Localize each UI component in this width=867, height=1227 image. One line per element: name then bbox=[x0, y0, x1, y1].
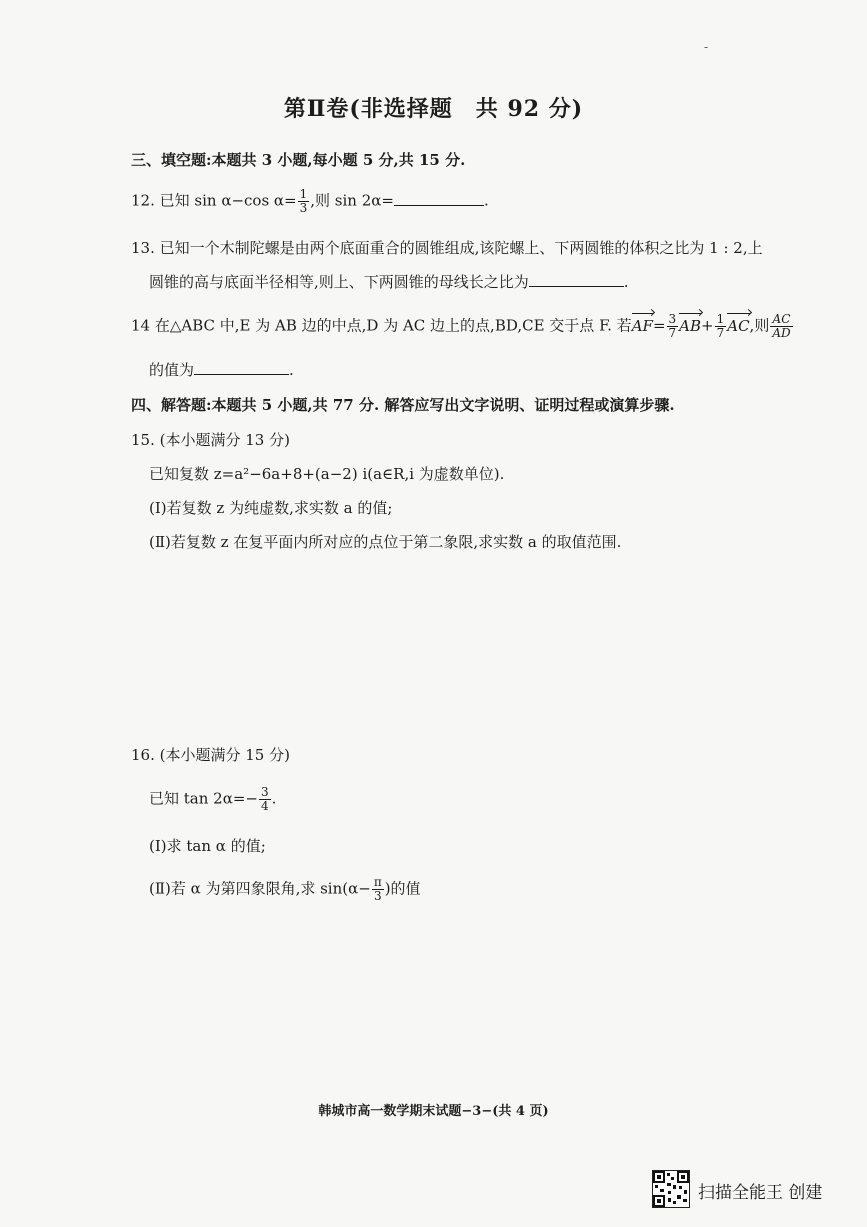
vector-ac: AC bbox=[727, 316, 750, 335]
q13-answer-blank bbox=[529, 272, 624, 287]
question-13-line1: 13. 已知一个木制陀螺是由两个底面重合的圆锥组成,该陀螺上、下两圆锥的体积之比为 1 : 2,上 bbox=[131, 239, 763, 257]
q12-frac-num: 1 bbox=[299, 187, 308, 201]
vector-ab: AB bbox=[679, 316, 702, 335]
q13-text: 圆锥的高与底面半径相等,则上、下两圆锥的母线长之比为 bbox=[149, 273, 529, 291]
qr-code-icon bbox=[652, 1170, 690, 1208]
q16-stem-end: . bbox=[271, 789, 277, 808]
q14-prefix: 14 在△ABC 中,E 为 AB 边的中点,D 为 AC 边上的点,BD,CE 交于点 F. 若 bbox=[131, 316, 632, 335]
qr-code-graphic bbox=[653, 1171, 689, 1207]
q12-fraction bbox=[298, 188, 310, 215]
question-15-part2: (Ⅱ)若复数 z 在复平面内所对应的点位于第二象限,求实数 a 的取值范围. bbox=[149, 533, 622, 551]
q16-part2-fraction bbox=[372, 876, 384, 903]
q12-prefix: 12. 已知 sin α−cos α= bbox=[131, 191, 297, 210]
q14-coef2-num: 1 bbox=[716, 312, 725, 326]
q12-answer-blank bbox=[394, 191, 484, 206]
scanner-watermark-text: 扫描全能王 创建 bbox=[698, 1183, 823, 1203]
q16-stem-fraction bbox=[259, 786, 271, 813]
q14-coef1 bbox=[667, 313, 679, 340]
q16-part2-num: π bbox=[373, 875, 382, 889]
q16-stem-prefix: 已知 tan 2α=− bbox=[149, 789, 258, 808]
q14-coef2-den: 7 bbox=[716, 326, 725, 340]
q14-eq: = bbox=[652, 316, 666, 335]
q16-part2-suffix: )的值 bbox=[384, 879, 421, 898]
q14-line2-text: 的值为 bbox=[149, 361, 195, 379]
q14-plus: + bbox=[701, 316, 714, 335]
q14-then: ,则 bbox=[749, 316, 770, 335]
page-title: 第Ⅱ卷(非选择题 共 92 分) bbox=[283, 96, 584, 122]
section3-heading: 三、填空题:本题共 3 小题,每小题 5 分,共 15 分. bbox=[131, 151, 466, 169]
question-12 bbox=[131, 188, 489, 215]
q16-stem-den: 4 bbox=[260, 799, 269, 813]
q12-suffix: ,则 sin 2α= bbox=[310, 191, 394, 210]
question-16-stem bbox=[149, 786, 276, 813]
question-16-part2 bbox=[149, 876, 421, 903]
q14-coef2 bbox=[715, 313, 727, 340]
page-footer: 韩城市高一数学期末试题−3−(共 4 页) bbox=[318, 1104, 549, 1119]
q12-frac-den: 3 bbox=[299, 201, 308, 215]
question-15-label: 15. (本小题满分 13 分) bbox=[131, 431, 290, 449]
question-15-part1: (Ⅰ)若复数 z 为纯虚数,求实数 a 的值; bbox=[149, 499, 393, 517]
q14-ratio bbox=[770, 313, 792, 340]
q13-end: . bbox=[623, 273, 629, 291]
question-15-stem: 已知复数 z=a²−6a+8+(a−2) i(a∈R,i 为虚数单位). bbox=[149, 465, 505, 483]
question-13-line2 bbox=[149, 272, 629, 292]
q14-coef1-num: 3 bbox=[668, 312, 677, 326]
question-16-part1: (Ⅰ)求 tan α 的值; bbox=[149, 837, 266, 855]
q14-ratio-num: AC bbox=[770, 313, 792, 327]
q14-ratio-den: AD bbox=[772, 326, 791, 340]
question-14-line2 bbox=[149, 360, 294, 380]
vector-af: AF bbox=[631, 316, 653, 335]
q16-stem-num: 3 bbox=[260, 785, 269, 799]
question-14-line1 bbox=[131, 313, 794, 340]
question-16-label: 16. (本小题满分 15 分) bbox=[131, 746, 290, 764]
q14-coef1-den: 7 bbox=[668, 326, 677, 340]
section4-heading: 四、解答题:本题共 5 小题,共 77 分. 解答应写出文字说明、证明过程或演算步骤. bbox=[131, 396, 675, 414]
q12-end: . bbox=[483, 191, 489, 210]
q16-part2-den: 3 bbox=[373, 889, 382, 903]
corner-mark: - bbox=[704, 40, 709, 54]
q16-part2-prefix: (Ⅱ)若 α 为第四象限角,求 sin(α− bbox=[149, 879, 371, 898]
q14-end: . bbox=[289, 361, 294, 379]
q14-answer-blank bbox=[194, 360, 289, 375]
